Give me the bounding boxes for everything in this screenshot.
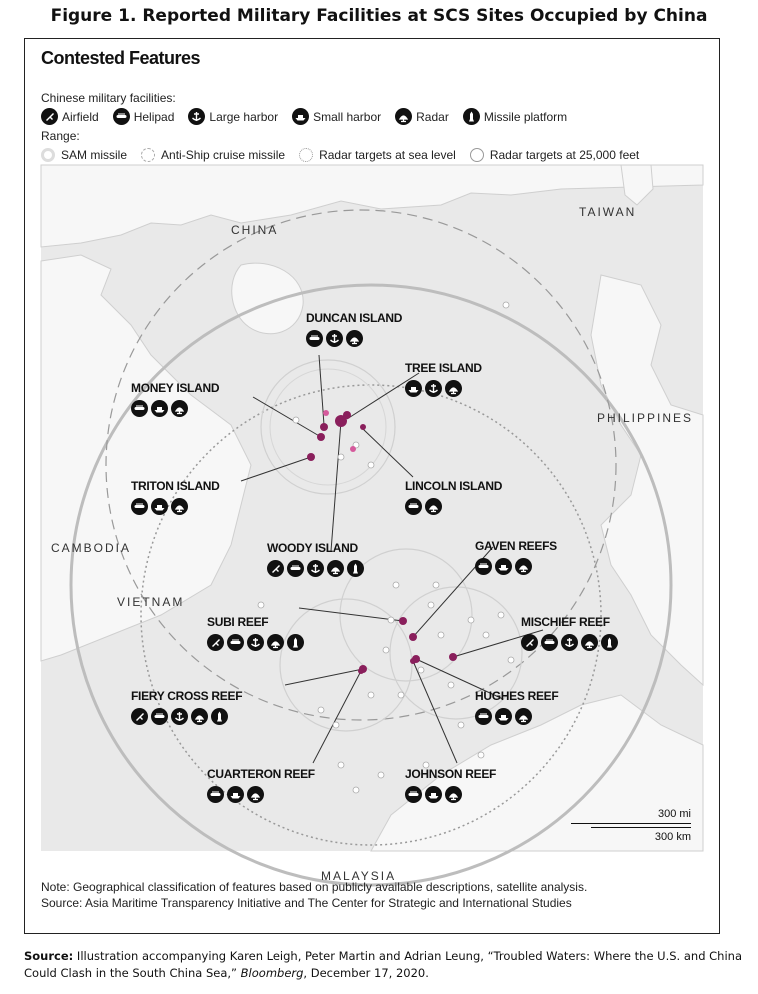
legend-label: Airfield: [62, 109, 99, 124]
large-harbor-icon: [561, 634, 578, 651]
small-harbor-icon: [495, 708, 512, 725]
sam-ring-icon: [41, 148, 55, 162]
site-money: [317, 433, 325, 441]
small-harbor-icon: [425, 786, 442, 803]
radar-icon: [515, 708, 532, 725]
feature-facility-icons: [405, 786, 496, 803]
legend-label: Helipad: [133, 109, 175, 124]
legend-antiship: Anti-Ship cruise missile: [141, 148, 285, 162]
helipad-icon: [405, 498, 422, 515]
note-line-1: Note: Geographical classification of features based on publicly available descriptions, satellite analysis.: [41, 880, 588, 894]
feature-facility-icons: [405, 498, 502, 515]
helipad-icon: [405, 786, 422, 803]
helipad-icon: [151, 708, 168, 725]
legend-range-label: Range:: [41, 128, 80, 143]
feature-name: TRITON ISLAND: [131, 479, 220, 493]
legend-radar: [395, 108, 449, 125]
site-lincoln: [360, 424, 366, 430]
missile-platform-icon: [287, 634, 304, 651]
radar-icon: [191, 708, 208, 725]
feature-subi-reef: [207, 615, 307, 651]
feature-facility-icons: [207, 634, 307, 651]
large-harbor-icon: [307, 560, 324, 577]
feature-name: JOHNSON REEF: [405, 767, 497, 781]
legend-radar-sea: Radar targets at sea level: [299, 148, 456, 162]
feature-facility-icons: [131, 400, 219, 417]
missile-platform-icon: [347, 560, 364, 577]
label-philippines: PHILIPPINES: [597, 411, 694, 425]
scale-bar: [571, 808, 691, 843]
legend-label: Small harbor: [313, 109, 382, 124]
radar-sea-ring-icon: [299, 148, 313, 162]
feature-triton-island: [131, 479, 220, 515]
site-paracel-light-2: [350, 446, 356, 452]
source-text-b: , December 17, 2020.: [303, 966, 429, 980]
legend-small-harbor: [292, 108, 381, 125]
legend-label: Large harbor: [209, 109, 279, 124]
small-harbor-icon: [227, 786, 244, 803]
site-mischief: [449, 653, 457, 661]
feature-facility-icons: [131, 498, 220, 515]
source-text-a: Illustration accompanying Karen Leigh, Peter Martin and Adrian Leung, “Troubled Waters: Where the U.S. and China Could Clash in the South China Sea,”: [24, 949, 742, 980]
helipad-icon: [541, 634, 558, 651]
feature-lincoln-island: [405, 479, 502, 515]
source-citation: [24, 948, 742, 982]
legend-facilities: [41, 107, 653, 126]
feature-name: GAVEN REEFS: [475, 539, 557, 553]
large-harbor-icon: [247, 634, 264, 651]
legend: [41, 88, 653, 164]
radar-icon: [395, 108, 412, 125]
radar-icon: [171, 498, 188, 515]
leader-triton: [241, 457, 311, 481]
feature-johnson-reef: [405, 767, 496, 803]
feature-tree-island: [405, 361, 482, 397]
helipad-icon: [475, 708, 492, 725]
feature-facility-icons: [267, 560, 367, 577]
helipad-icon: [113, 108, 130, 125]
leader-lincoln: [363, 429, 413, 477]
label-vietnam: VIETNAM: [117, 595, 185, 609]
feature-cuarteron-reef: [207, 767, 315, 803]
feature-facility-icons: [475, 708, 558, 725]
feature-facility-icons: [521, 634, 621, 651]
feature-woody-island: [267, 541, 367, 577]
feature-name: TREE ISLAND: [405, 361, 482, 375]
radar-icon: [346, 330, 363, 347]
large-harbor-icon: [425, 380, 442, 397]
small-harbor-icon: [405, 380, 422, 397]
label-malaysia: MALAYSIA: [321, 869, 397, 883]
helipad-icon: [131, 400, 148, 417]
feature-name: FIERY CROSS REEF: [131, 689, 243, 703]
airfield-icon: [131, 708, 148, 725]
helipad-icon: [306, 330, 323, 347]
feature-mischief-reef: [521, 615, 621, 651]
feature-facility-icons: [475, 558, 557, 575]
large-harbor-icon: [171, 708, 188, 725]
site-tree: [343, 411, 351, 419]
airfield-icon: [41, 108, 58, 125]
figure-title: Figure 1. Reported Military Facilities at SCS Sites Occupied by China: [50, 6, 708, 26]
feature-hughes-reef: [475, 689, 558, 725]
helipad-icon: [475, 558, 492, 575]
scale-mi: 300 mi: [571, 808, 691, 824]
feature-facility-icons: [405, 380, 482, 397]
feature-fiery-cross-reef: [131, 689, 242, 725]
legend-radar-25k: Radar targets at 25,000 feet: [470, 148, 639, 162]
feature-name: WOODY ISLAND: [267, 541, 358, 555]
legend-helipad: [113, 108, 175, 125]
radar-icon: [581, 634, 598, 651]
feature-gaven-reefs: [475, 539, 557, 575]
legend-facilities-label: Chinese military facilities:: [41, 90, 176, 105]
small-harbor-icon: [151, 498, 168, 515]
leader-subi: [299, 608, 403, 621]
helipad-icon: [207, 786, 224, 803]
source-publication: Bloomberg: [240, 966, 304, 980]
helipad-icon: [131, 498, 148, 515]
radar-icon: [425, 498, 442, 515]
small-harbor-icon: [495, 558, 512, 575]
legend-airfield: [41, 108, 99, 125]
label-taiwan: TAIWAN: [579, 205, 637, 219]
note-line-2: Source: Asia Maritime Transparency Initiative and The Center for Strategic and International Studies: [41, 896, 572, 910]
feature-duncan-island: [306, 311, 402, 347]
feature-name: MONEY ISLAND: [131, 381, 220, 395]
hainan: [232, 263, 303, 334]
feature-name: LINCOLN ISLAND: [405, 479, 503, 493]
feature-name: DUNCAN ISLAND: [306, 311, 403, 325]
airfield-icon: [207, 634, 224, 651]
map: [41, 165, 703, 883]
radar-icon: [445, 380, 462, 397]
small-harbor-icon: [292, 108, 309, 125]
feature-name: SUBI REEF: [207, 615, 269, 629]
airfield-icon: [521, 634, 538, 651]
label-cambodia: CAMBODIA: [51, 541, 132, 555]
leader-money: [253, 397, 321, 437]
panel-title: Contested Features: [41, 48, 201, 68]
feature-facility-icons: [131, 708, 242, 725]
airfield-icon: [267, 560, 284, 577]
radar-icon: [267, 634, 284, 651]
feature-name: HUGHES REEF: [475, 689, 559, 703]
leader-johnson: [413, 661, 457, 763]
large-harbor-icon: [326, 330, 343, 347]
helipad-icon: [227, 634, 244, 651]
legend-missile-platform: [463, 108, 567, 125]
site-duncan: [320, 423, 328, 431]
site-subi: [399, 617, 407, 625]
radar-icon: [247, 786, 264, 803]
radar-icon: [515, 558, 532, 575]
radar-icon: [327, 560, 344, 577]
legend-sam: SAM missile: [41, 148, 127, 162]
taiwan: [621, 165, 653, 205]
label-china: CHINA: [231, 223, 279, 237]
note: [41, 879, 587, 911]
missile-platform-icon: [601, 634, 618, 651]
site-gaven: [409, 633, 417, 641]
small-harbor-icon: [151, 400, 168, 417]
feature-name: CUARTERON REEF: [207, 767, 315, 781]
figure-frame: [24, 38, 720, 934]
site-triton: [307, 453, 315, 461]
feature-money-island: [131, 381, 219, 417]
legend-label: Missile platform: [483, 109, 568, 124]
site-paracel-light-1: [323, 410, 329, 416]
legend-ranges: [41, 145, 653, 164]
missile-platform-icon: [463, 108, 480, 125]
site-johnson: [410, 658, 416, 664]
leader-fiery: [285, 669, 363, 685]
large-harbor-icon: [188, 108, 205, 125]
radar-icon: [445, 786, 462, 803]
legend-large-harbor: [188, 108, 278, 125]
antiship-ring-icon: [141, 148, 155, 162]
legend-label: Radar: [416, 109, 449, 124]
site-cuarteron: [358, 668, 364, 674]
missile-platform-icon: [211, 708, 228, 725]
source-label: Source:: [24, 949, 74, 963]
leader-woody: [331, 421, 341, 551]
feature-facility-icons: [306, 330, 402, 347]
radar-icon: [171, 400, 188, 417]
scale-km: 300 km: [591, 827, 691, 843]
helipad-icon: [287, 560, 304, 577]
feature-name: MISCHIEF REEF: [521, 615, 610, 629]
feature-facility-icons: [207, 786, 315, 803]
radar-25k-ring-icon: [470, 148, 484, 162]
